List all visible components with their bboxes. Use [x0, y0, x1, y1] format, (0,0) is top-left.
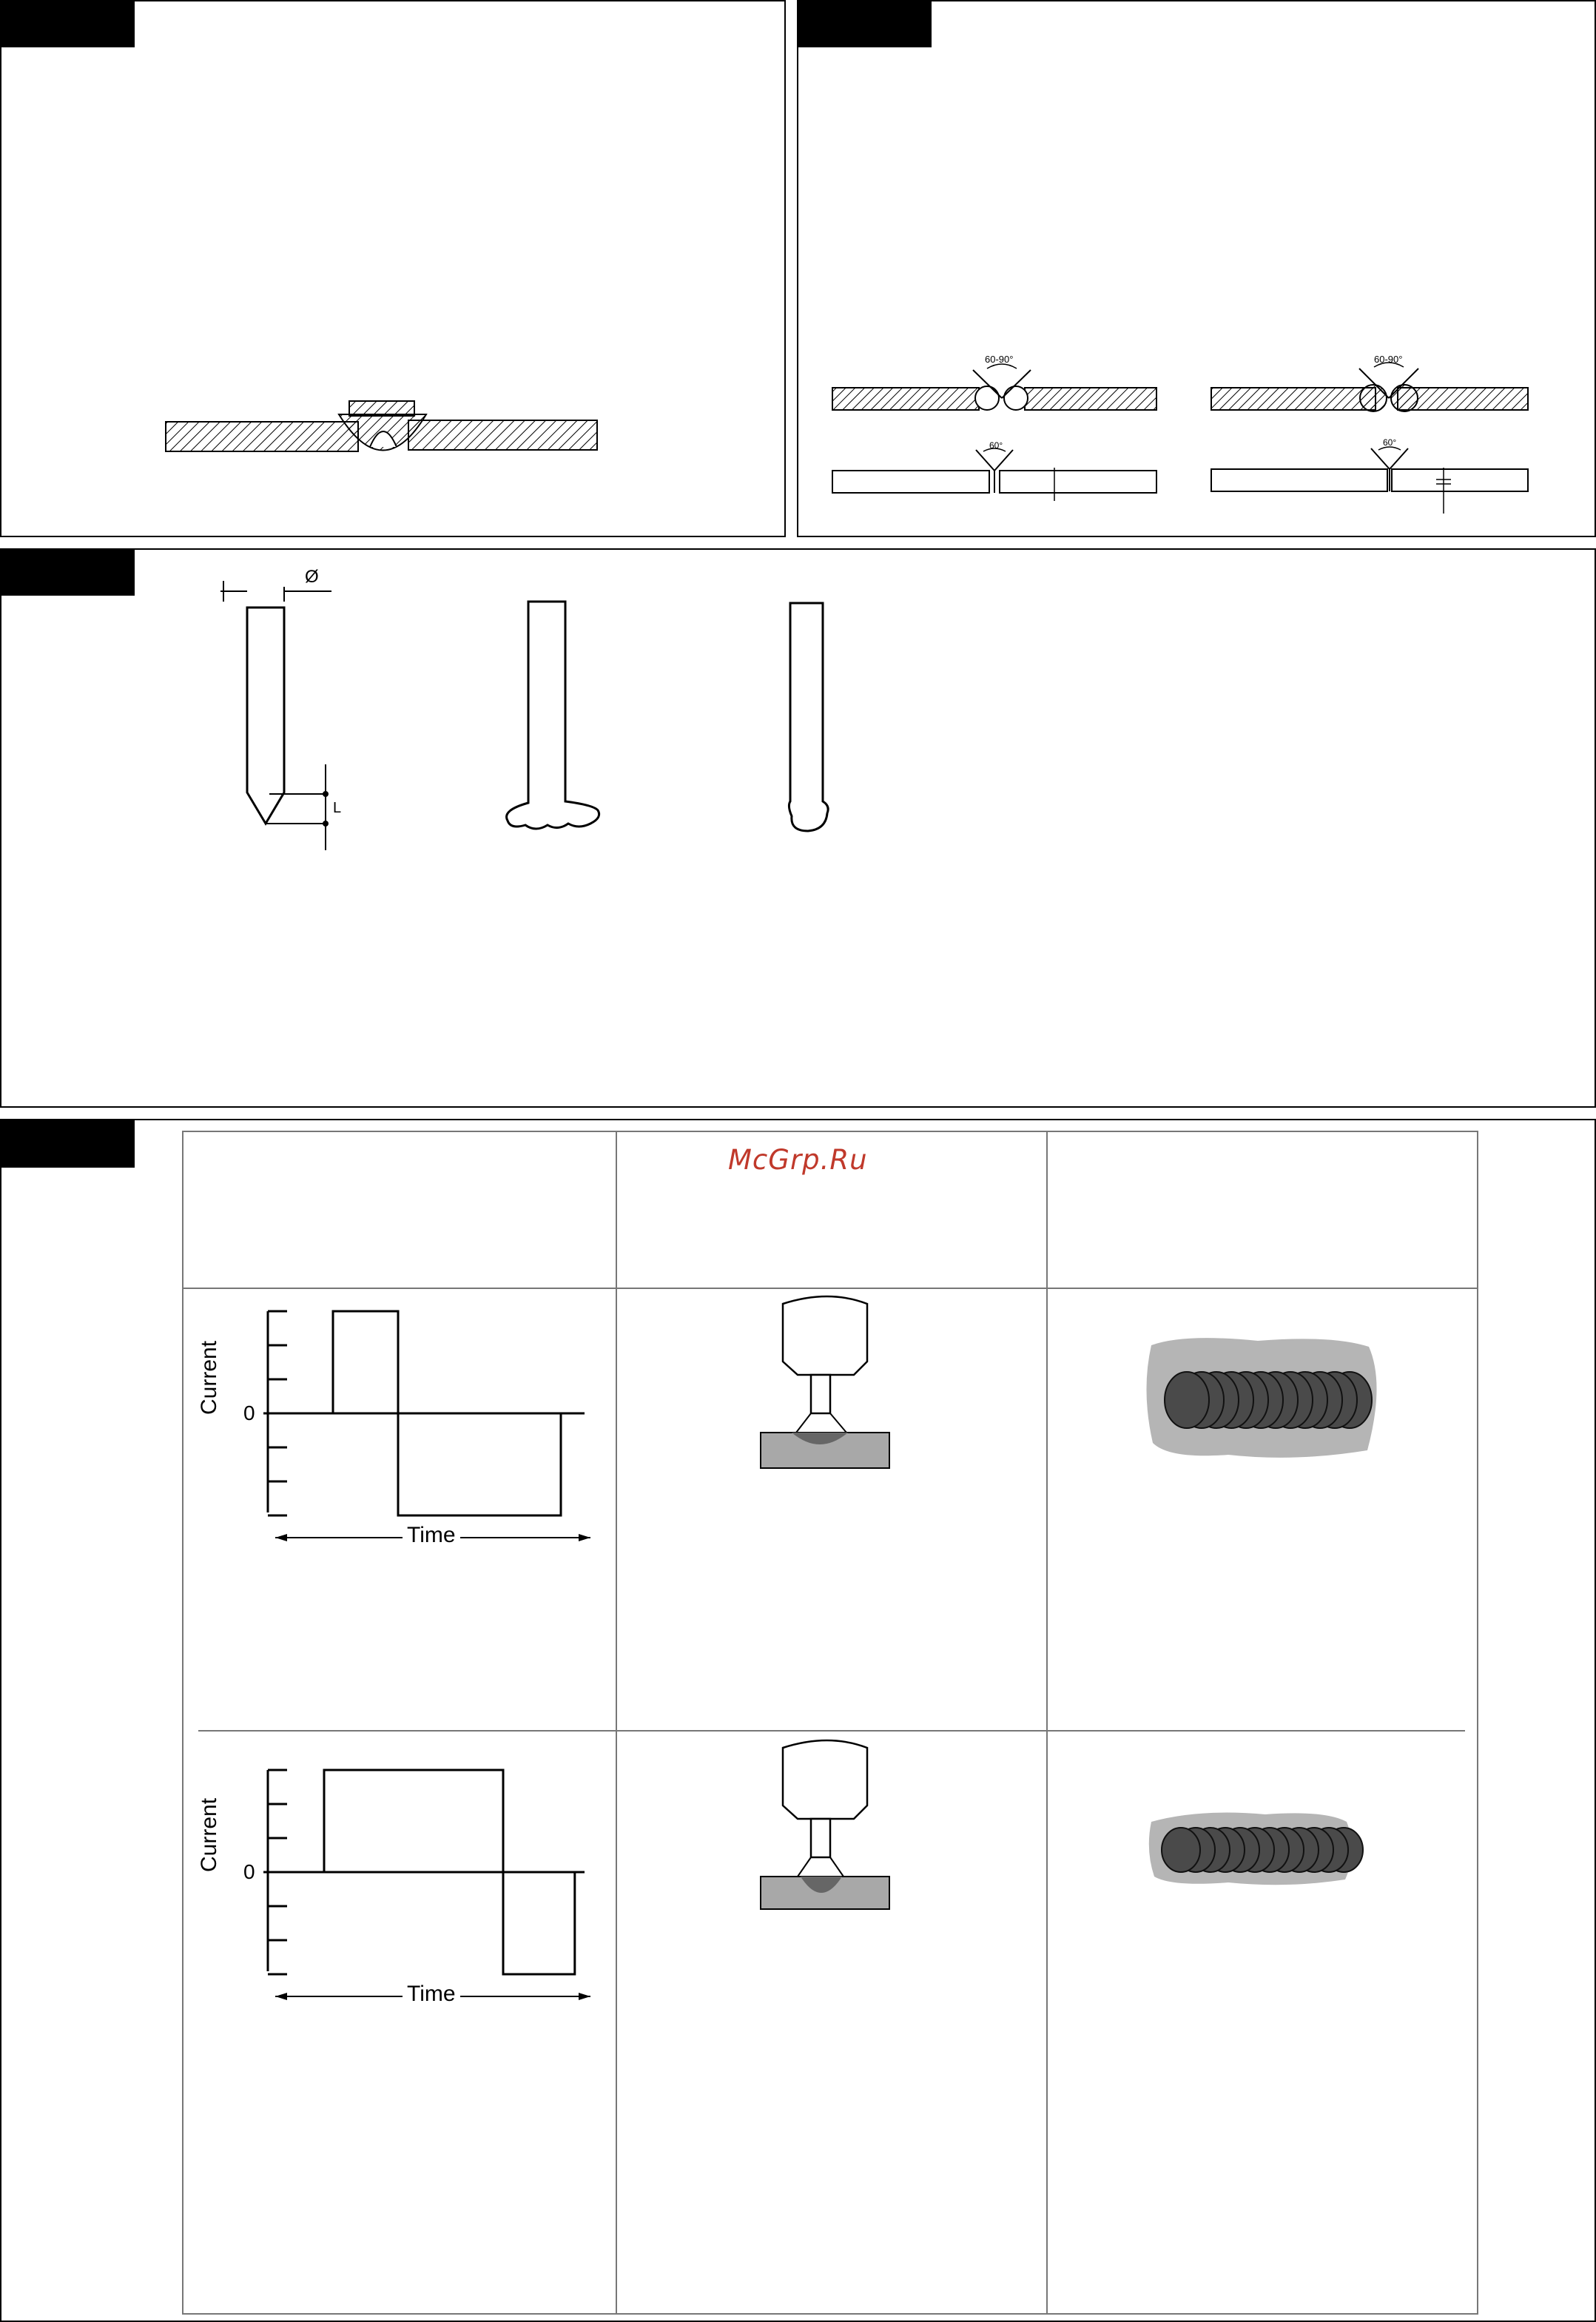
plate-left: [832, 471, 989, 493]
diameter-symbol: Ø: [305, 567, 319, 587]
plate-left: [166, 422, 358, 451]
weld-circle: [1391, 385, 1418, 411]
plate-right: [1000, 471, 1156, 493]
chart-1-ylabel: Current: [197, 1340, 221, 1415]
angle-label: 60°: [989, 440, 1003, 451]
weld-circle: [1004, 386, 1028, 410]
panel-joint-prep: [797, 0, 1596, 537]
length-symbol: L: [333, 800, 342, 816]
panel-tab: [1, 1120, 135, 1168]
pointed-electrode: [220, 567, 341, 850]
angle-label: 60-90°: [1374, 354, 1403, 365]
plate-left: [1211, 469, 1387, 491]
angle-label: 60°: [1383, 437, 1397, 448]
row-divider: [198, 1730, 1465, 1732]
panel-butt-weld: [0, 0, 786, 537]
bevel-line: [994, 450, 1013, 471]
angle-label: 60-90°: [985, 354, 1014, 365]
chart-1-xlabel: Time: [403, 1523, 460, 1548]
chart-2-xlabel: Time: [403, 1982, 460, 2007]
watermark: McGrp.Ru: [728, 1144, 868, 1176]
plate-left: [1211, 388, 1376, 410]
column-divider: [1046, 1132, 1048, 2313]
weld-circle: [1360, 385, 1387, 411]
weld-cap: [349, 401, 414, 416]
balled-electrode: [789, 603, 828, 831]
chart-2-ylabel: Current: [197, 1797, 221, 1872]
weld-circle: [975, 386, 999, 410]
plate-right: [1025, 388, 1156, 410]
bevel-line: [1390, 448, 1408, 469]
plate-left: [832, 388, 979, 410]
bevel-line: [976, 450, 994, 471]
joint-prep-diagram: [798, 1, 1596, 539]
chart-2-zero: 0: [243, 1860, 255, 1883]
electrode-diagram: [1, 550, 1596, 1109]
plate-right: [1392, 469, 1528, 491]
butt-weld-diagram: [1, 1, 787, 539]
mushroom-electrode: [507, 602, 599, 829]
panel-electrodes: [0, 548, 1596, 1108]
column-divider: [616, 1132, 617, 2313]
ac-balance-table: [182, 1131, 1478, 2315]
row-divider: [183, 1288, 1477, 1289]
chart-1-zero: 0: [243, 1401, 255, 1424]
plate-right: [408, 420, 597, 450]
bevel-line: [1371, 448, 1390, 469]
